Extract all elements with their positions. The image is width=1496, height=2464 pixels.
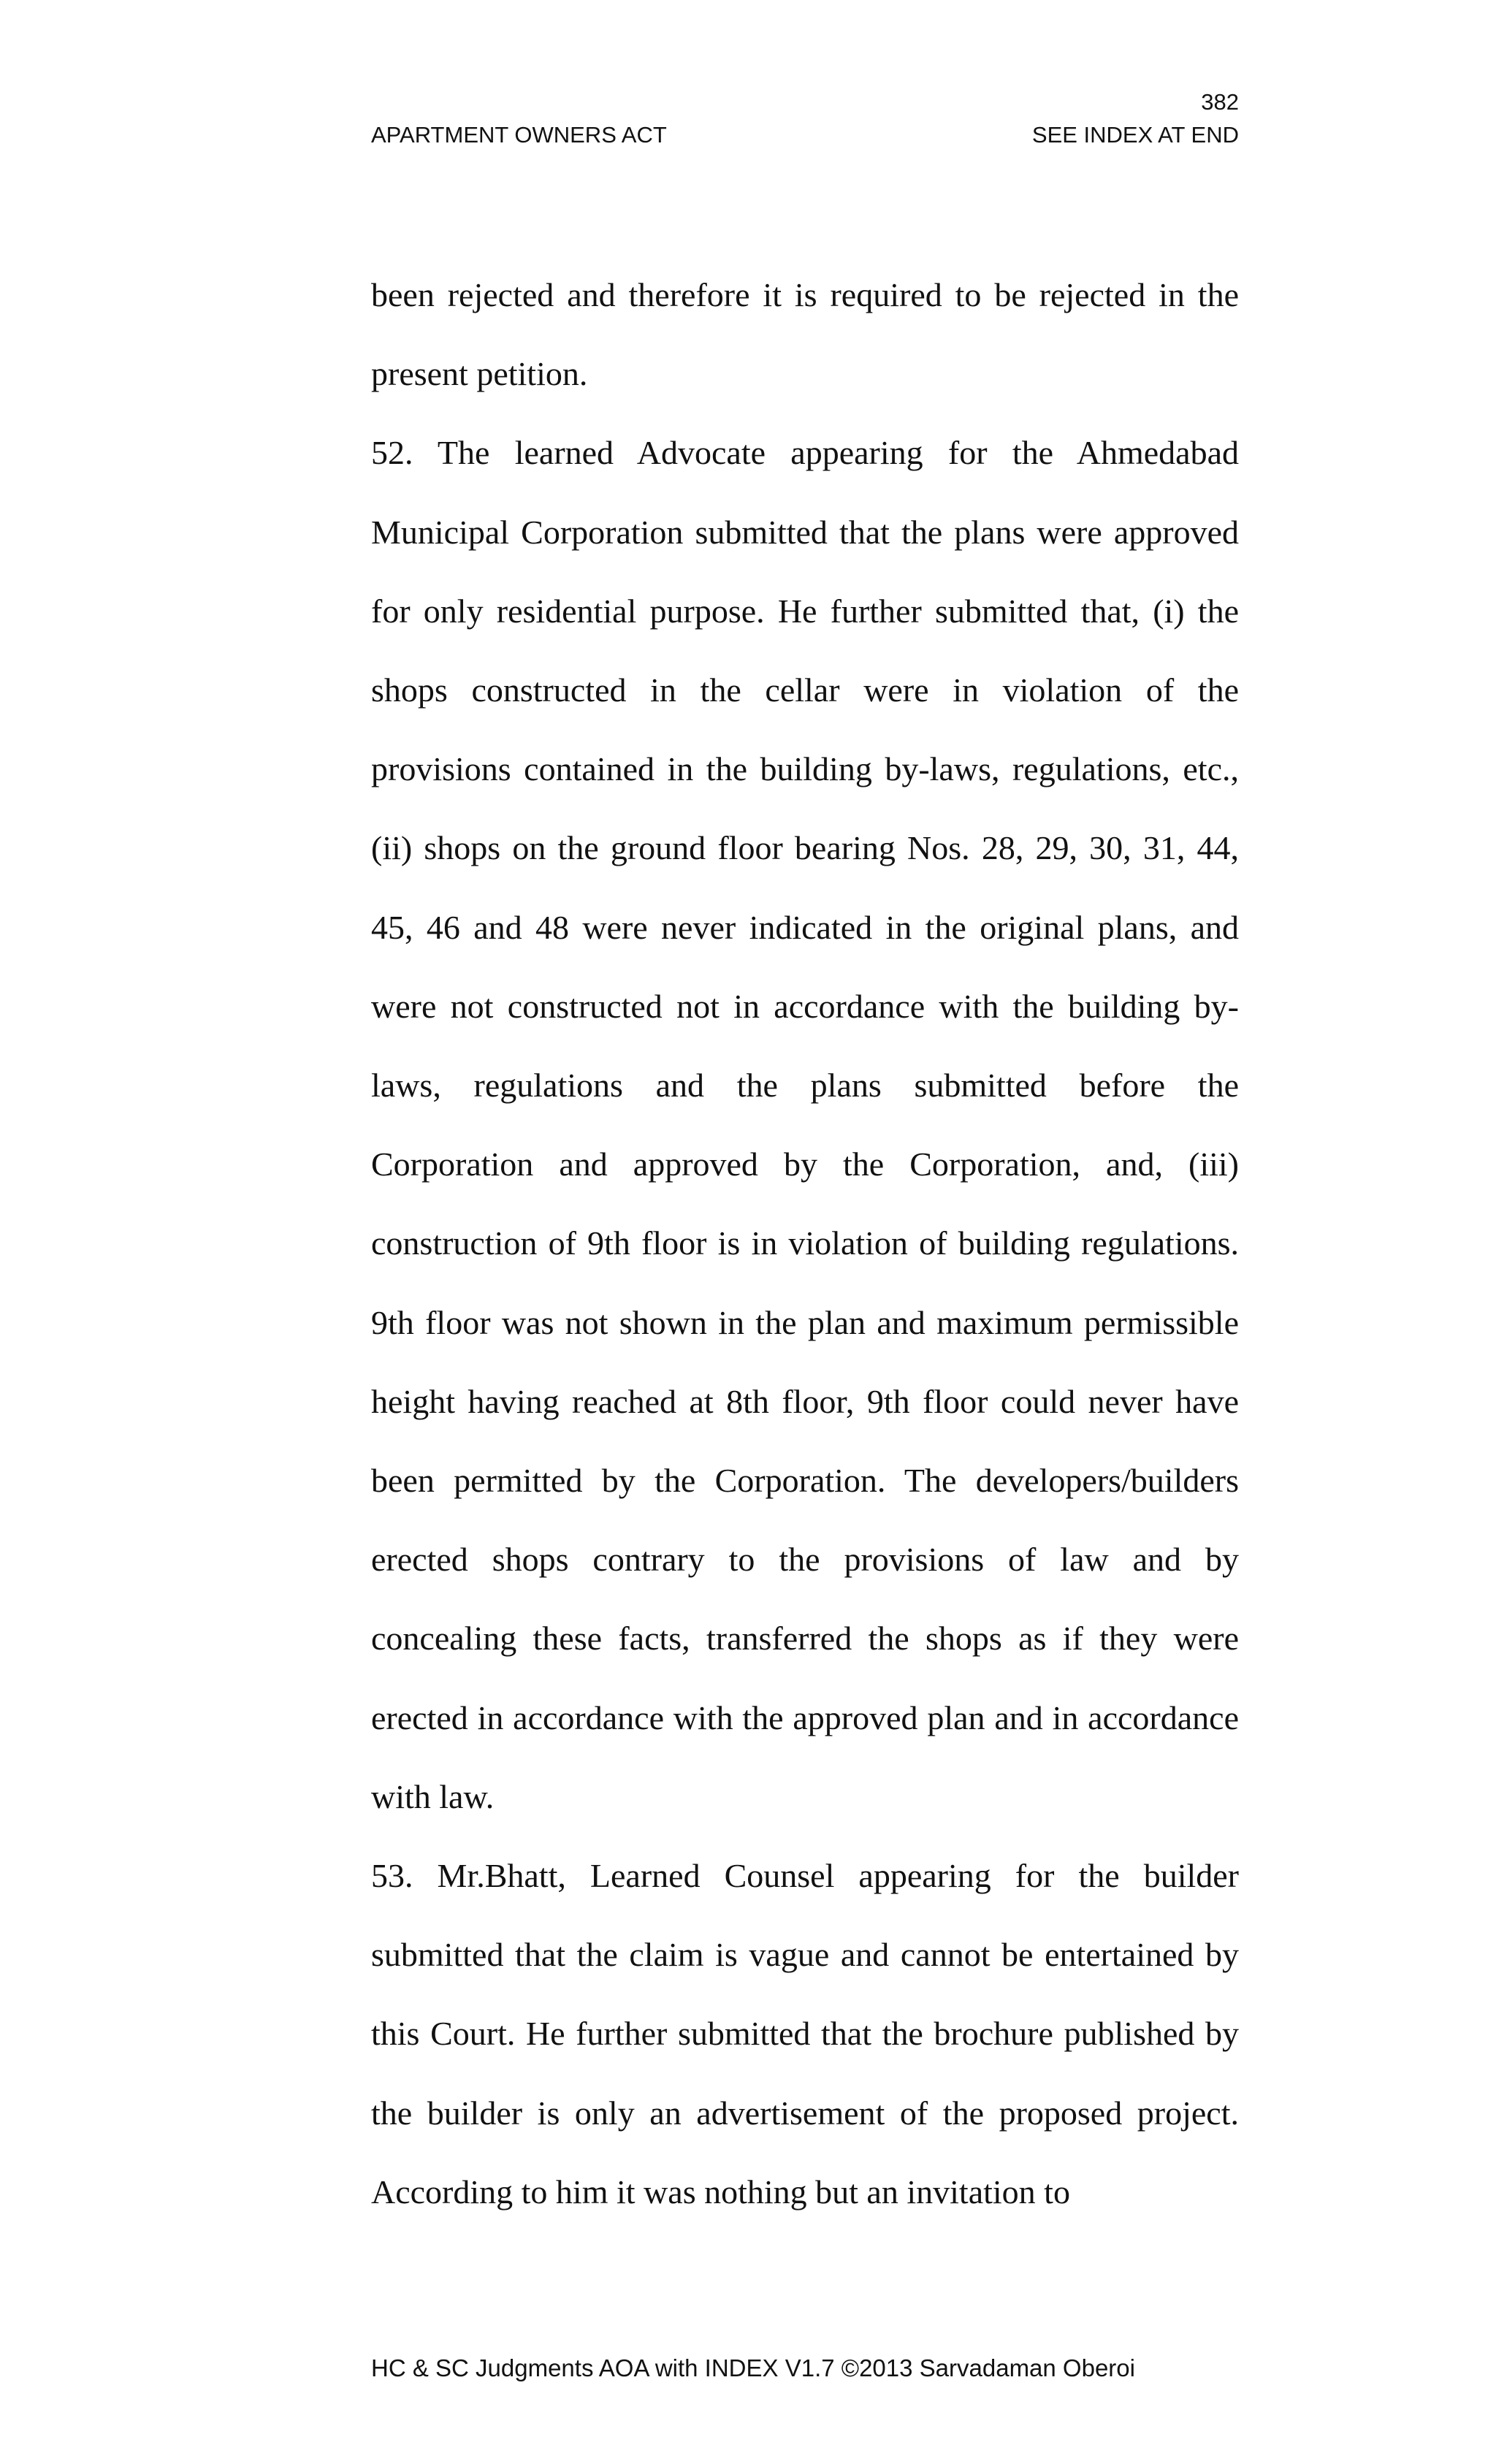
paragraph-52: 52. The learned Advocate appearing for the Ahmedabad Municipal Corporation submitted that the plans were approved for only residential purpose. He further submitted that, (i) the shops constructed in the cellar were in violation of the provisions contained in the building by-laws, regulations, etc., (ii) shops on the ground floor bearing Nos. 28, 29, 30, 31, 44, 45, 46 and 48 were never indicated in the original plans, and were not constructed not in accordance with the building by-laws, regulations and the plans submitted before the Corporation and approved by the Corporation, and, (iii) construction of 9th floor is in violation of building regulations. 9th floor was not shown in the plan and maximum permissible height having reached at 8th floor, 9th floor could never have been permitted by the Corporation. The developers/builders erected shops contrary to the provisions of law and by concealing these facts, transferred the shops as if they were erected in accordance with the approved plan and in accordance with law. xyxy=(371,434,1239,1815)
page-number: 382 xyxy=(1201,89,1239,115)
running-header-index-note: SEE INDEX AT END xyxy=(1031,122,1239,148)
paragraph-continuation: been rejected and therefore it is required to be rejected in the present petition. xyxy=(371,276,1239,393)
page-footer: HC & SC Judgments AOA with INDEX V1.7 ©2013 Sarvadaman Oberoi xyxy=(371,2354,1135,2381)
document-body xyxy=(371,256,1239,2232)
paragraph-53: 53. Mr.Bhatt, Learned Counsel appearing for the builder submitted that the claim is vague and cannot be entertained by this Court. He further submitted that the brochure published by the builder is only an advertisement of the proposed project. According to him it was nothing but an invitation to xyxy=(371,1857,1239,2211)
running-header-title: APARTMENT OWNERS ACT xyxy=(371,122,667,148)
